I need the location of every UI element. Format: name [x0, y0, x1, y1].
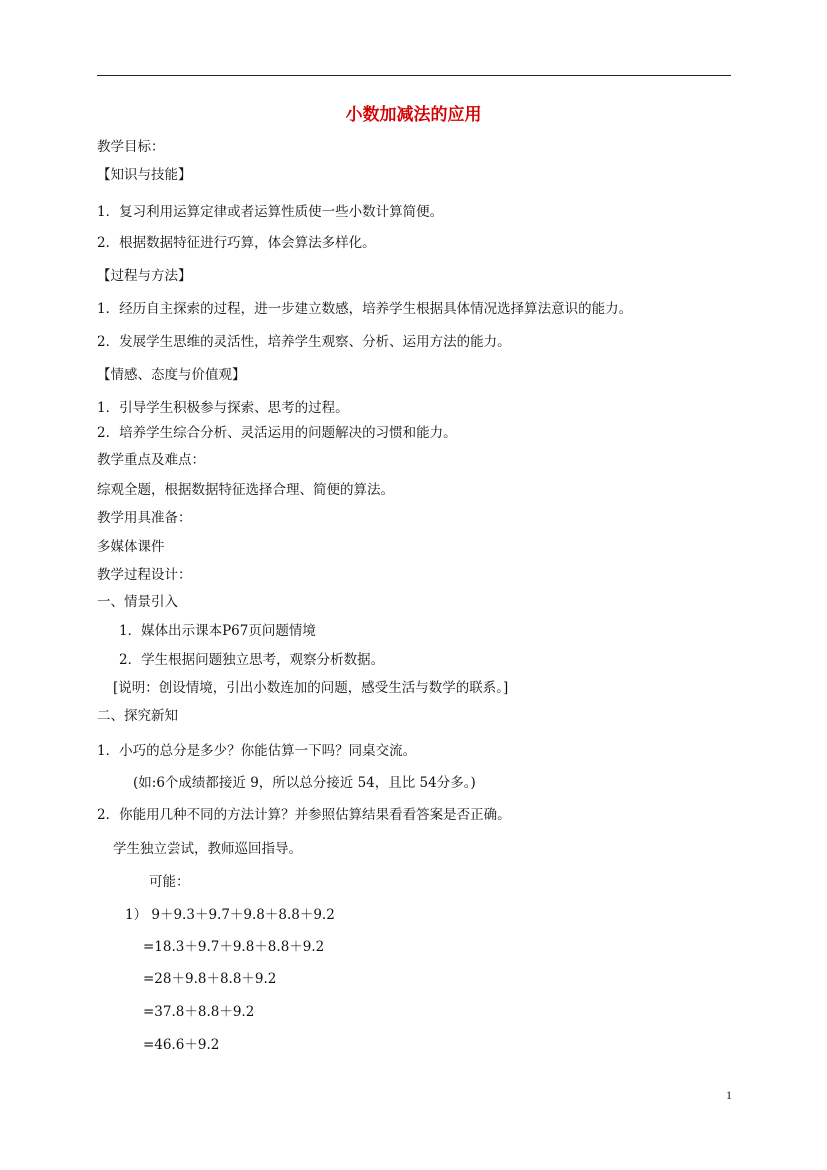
question: 1．小巧的总分是多少？你能估算一下吗？同桌交流。	[97, 743, 417, 759]
page-title: 小数加减法的应用	[345, 105, 482, 125]
note: (如:6个成绩都接近 9，所以总分接近 54，且比 54分多。)	[133, 775, 476, 791]
section-heading-materials: 教学用具准备：	[97, 510, 192, 526]
process-step: 2．学生根据问题独立思考，观察分析数据。	[119, 652, 385, 668]
calculation-line: =18.3＋9.7＋9.8＋8.8＋9.2	[143, 939, 325, 955]
subheading-emotions-values: 【情感、态度与价值观】	[97, 367, 246, 383]
paragraph: 综观全题，根据数据特征选择合理、简便的算法。	[97, 482, 394, 498]
objective-item: 1．复习利用运算定律或者运算性质使一些小数计算简便。	[97, 204, 444, 220]
objective-item: 1．引导学生积极参与探索、思考的过程。	[97, 400, 349, 416]
objective-item: 1．经历自主探索的过程，进一步建立数感，培养学生根据具体情况选择算法意识的能力。	[97, 301, 633, 317]
section-heading-intro: 一、情景引入	[97, 594, 178, 610]
calculation-line: 1） 9＋9.3＋9.7＋9.8＋8.8＋9.2	[125, 907, 335, 923]
section-heading-objectives: 教学目标：	[97, 139, 165, 155]
paragraph: 多媒体课件	[97, 539, 165, 555]
calculation-line: =46.6＋9.2	[143, 1037, 220, 1053]
section-heading-explore: 二、探究新知	[97, 708, 178, 724]
paragraph: 可能：	[149, 874, 190, 890]
section-heading-key-points: 教学重点及难点：	[97, 452, 205, 468]
objective-item: 2．根据数据特征进行巧算，体会算法多样化。	[97, 235, 376, 251]
page-number: 1	[726, 1088, 732, 1102]
subheading-knowledge-skills: 【知识与技能】	[97, 167, 192, 183]
section-heading-process-design: 教学过程设计：	[97, 567, 192, 583]
subheading-process-methods: 【过程与方法】	[97, 268, 192, 284]
objective-item: 2．培养学生综合分析、灵活运用的问题解决的习惯和能力。	[97, 425, 457, 441]
process-step: 1．媒体出示课本P67页问题情境	[119, 623, 316, 639]
calculation-line: =28＋9.8＋8.8＋9.2	[143, 971, 277, 987]
paragraph: 学生独立尝试，教师巡回指导。	[113, 841, 302, 857]
header-rule	[97, 75, 731, 76]
question: 2．你能用几种不同的方法计算？并参照估算结果看看答案是否正确。	[97, 807, 511, 823]
objective-item: 2．发展学生思维的灵活性，培养学生观察、分析、运用方法的能力。	[97, 334, 511, 350]
note: [说明：创设情境，引出小数连加的问题，感受生活与数学的联系。]	[113, 680, 509, 696]
calculation-line: =37.8＋8.8＋9.2	[143, 1004, 255, 1020]
